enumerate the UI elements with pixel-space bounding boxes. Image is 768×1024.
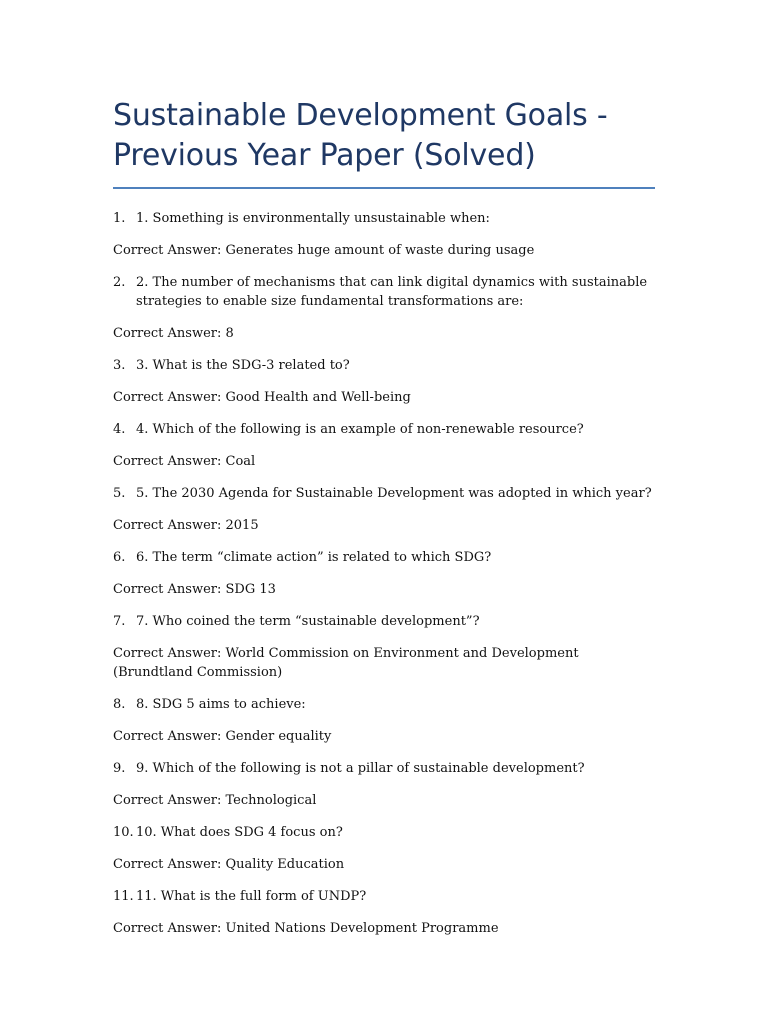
question-text: 4. Which of the following is an example of non-renewable resource? (136, 422, 584, 437)
qa-item (113, 484, 655, 535)
question (113, 548, 655, 567)
answer: Correct Answer: World Commission on Environment and Development (Brundtland Commission) (113, 646, 579, 680)
question (113, 612, 655, 631)
question (113, 887, 655, 906)
question-number: 3. (113, 358, 126, 373)
question-number: 11. (113, 889, 134, 904)
question-number: 9. (113, 761, 126, 776)
answer: Correct Answer: Quality Education (113, 857, 345, 872)
qa-item (113, 273, 655, 343)
answer: Correct Answer: 8 (113, 326, 234, 341)
qa-item (113, 887, 655, 938)
qa-item (113, 823, 655, 874)
question (113, 273, 655, 311)
question-number: 1. (113, 211, 126, 226)
question-number: 8. (113, 697, 126, 712)
answer: Correct Answer: United Nations Development Programme (113, 921, 499, 936)
answer: Correct Answer: Coal (113, 454, 256, 469)
qa-item (113, 420, 655, 471)
question-text: 9. Which of the following is not a pillar of sustainable development? (136, 761, 585, 776)
answer: Correct Answer: 2015 (113, 518, 259, 533)
document-page (113, 96, 655, 951)
question-number: 10. (113, 825, 134, 840)
answer: Correct Answer: Good Health and Well-being (113, 390, 411, 405)
answer: Correct Answer: Gender equality (113, 729, 332, 744)
question-text: 3. What is the SDG-3 related to? (136, 358, 350, 373)
question-text: 8. SDG 5 aims to achieve: (136, 697, 306, 712)
qa-list (113, 209, 655, 938)
title-underline (113, 187, 655, 189)
qa-item (113, 209, 655, 260)
question-text: 10. What does SDG 4 focus on? (136, 825, 343, 840)
question-text: 6. The term “climate action” is related to which SDG? (136, 550, 492, 565)
question (113, 420, 655, 439)
question (113, 823, 655, 842)
answer: Correct Answer: SDG 13 (113, 582, 276, 597)
question-number: 6. (113, 550, 126, 565)
question-text: 1. Something is environmentally unsustainable when: (136, 211, 490, 226)
answer: Correct Answer: Technological (113, 793, 317, 808)
question (113, 484, 655, 503)
qa-item (113, 612, 655, 682)
question (113, 695, 655, 714)
qa-item (113, 695, 655, 746)
answer: Correct Answer: Generates huge amount of waste during usage (113, 243, 535, 258)
question-number: 7. (113, 614, 126, 629)
question-text: 11. What is the full form of UNDP? (136, 889, 367, 904)
question (113, 759, 655, 778)
page-title: Sustainable Development Goals - Previous Year Paper (Solved) (113, 98, 608, 173)
question-text: 5. The 2030 Agenda for Sustainable Development was adopted in which year? (136, 486, 652, 501)
question-number: 2. (113, 275, 126, 290)
question (113, 356, 655, 375)
qa-item (113, 356, 655, 407)
question-number: 4. (113, 422, 126, 437)
qa-item (113, 759, 655, 810)
question (113, 209, 655, 228)
question-text: 2. The number of mechanisms that can link digital dynamics with sustainable strategies to enable size fundamental transformations are: (136, 275, 648, 309)
question-text: 7. Who coined the term “sustainable development”? (136, 614, 480, 629)
qa-item (113, 548, 655, 599)
question-number: 5. (113, 486, 126, 501)
